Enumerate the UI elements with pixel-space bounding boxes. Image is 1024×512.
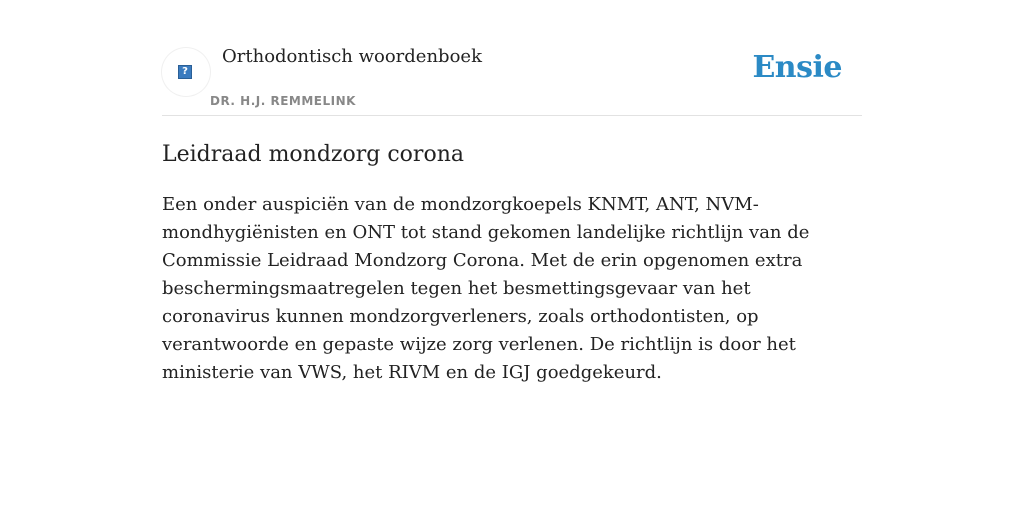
ensie-logo-link[interactable]: Ensie [752, 50, 842, 85]
author-name: DR. H.J. REMMELINK [210, 94, 356, 108]
entry-header [162, 40, 862, 116]
entry-term: Leidraad mondzorg corona [162, 142, 464, 167]
entry-card [162, 40, 862, 387]
book-cover-icon[interactable] [162, 48, 210, 96]
book-title-link[interactable]: Orthodontisch woordenboek [222, 46, 482, 67]
entry-definition: Een onder auspiciën van de mondzorgkoepels KNMT, ANT, NVM-mondhygiënisten en ONT tot stand gekomen landelijke richtlijn van de Commissie Leidraad Mondzorg Corona. Met de erin opgenomen extra beschermingsmaatregelen tegen het besmettingsgevaar van het coronavirus kunnen mondzorgverleners, zoals orthodontisten, op verantwoorde en gepaste wijze zorg verlenen. De richtlijn is door het ministerie van VWS, het RIVM en de IGJ goedgekeurd. [162, 194, 810, 383]
question-mark-icon: ? [178, 65, 192, 79]
